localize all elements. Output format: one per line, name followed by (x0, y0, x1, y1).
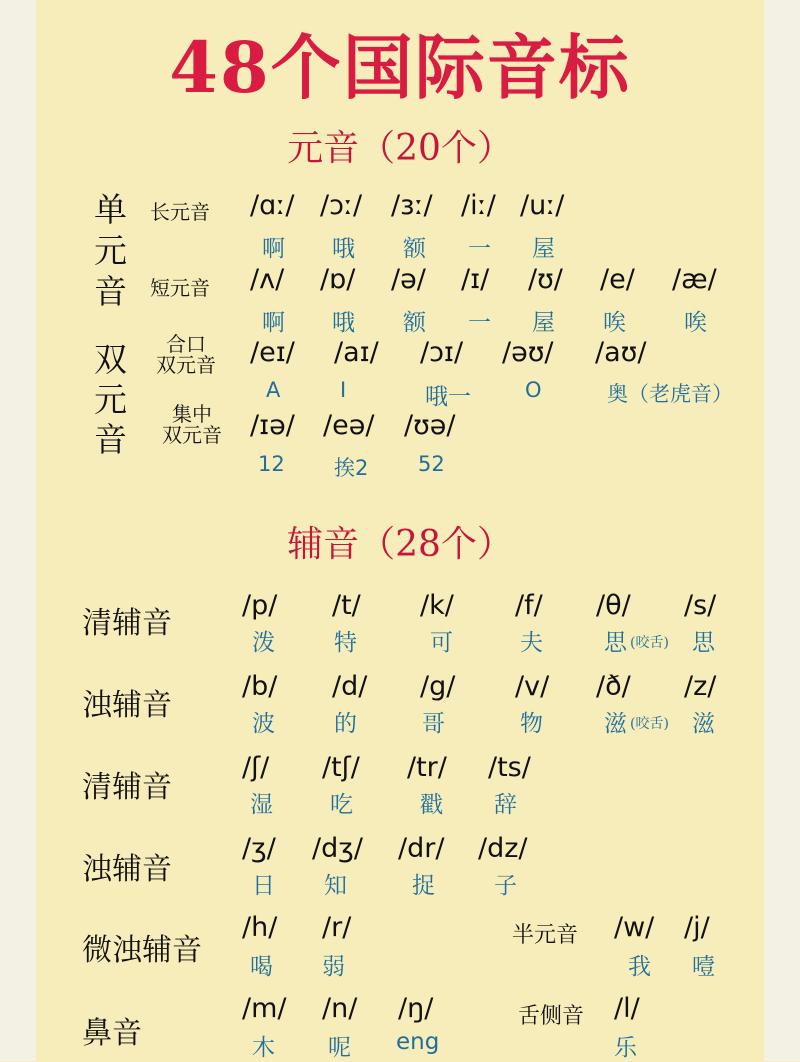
han: 滋 (692, 711, 715, 737)
ipa: /ʃ/ (242, 752, 270, 783)
ipa: /ŋ/ (398, 993, 434, 1024)
ipa: /ɔɪ/ (420, 337, 464, 368)
han: 特 (334, 630, 357, 656)
han: 物 (520, 711, 543, 737)
han: 我 (628, 954, 651, 980)
ipa: /j/ (684, 912, 710, 943)
ipa: /aɪ/ (334, 337, 379, 368)
ipa: /n/ (322, 993, 358, 1024)
ipa-oo: /ɔː/ (320, 190, 363, 221)
consonant-row-label: 清辅音 (82, 606, 172, 641)
page-title: 48个国际音标 (169, 26, 631, 109)
ipa: /eɪ/ (250, 337, 295, 368)
han: 思 (692, 630, 715, 656)
han: 滋 (604, 711, 627, 737)
consonant-row-label: 浊辅音 (82, 852, 172, 887)
ipa: /b/ (242, 671, 278, 702)
ipa: /s/ (684, 590, 717, 621)
han: 额 (403, 236, 426, 262)
han: 日 (252, 873, 275, 899)
han: A (266, 378, 281, 402)
di-label-1: 双 (94, 340, 127, 379)
han: 一 (468, 236, 491, 262)
centering-label-1: 集中 (172, 402, 212, 426)
ipa-er: /ɜː/ (391, 190, 433, 221)
short-vowel-label: 短元音 (150, 276, 210, 300)
ipa: /ʊə/ (404, 410, 456, 441)
ipa: /ɪə/ (250, 410, 295, 441)
ipa: /dr/ (398, 833, 445, 864)
han: 哦 (332, 236, 355, 262)
ipa-aa: /ɑː/ (250, 190, 295, 221)
closing-diphthong-label (150, 334, 222, 376)
ipa: /eə/ (323, 410, 375, 441)
consonant-row-label: 鼻音 (82, 1016, 142, 1051)
han: 的 (334, 711, 357, 737)
vowel-section-header: 元音（20个） (287, 128, 513, 169)
ipa: /ʊ/ (528, 264, 563, 295)
han: 哥 (422, 711, 445, 737)
han: 知 (324, 873, 347, 899)
mono-label-1: 单 (94, 190, 127, 229)
ipa-uu: /uː/ (520, 190, 565, 221)
ipa: /l/ (614, 993, 640, 1024)
ipa: /æ/ (672, 264, 717, 295)
han: 泼 (252, 630, 275, 656)
bite-tongue-note: (咬舌) (630, 716, 669, 732)
han: I (340, 378, 347, 402)
han: 弱 (322, 954, 345, 980)
ipa: /t/ (332, 590, 361, 621)
ipa: /θ/ (596, 590, 631, 621)
han: 啊 (262, 310, 285, 336)
mono-label-2: 元 (94, 231, 127, 270)
han: 一 (468, 310, 491, 336)
ipa: /ʌ/ (250, 264, 285, 295)
han: 吃 (330, 792, 353, 818)
han: 波 (252, 711, 275, 737)
han: 呢 (328, 1035, 351, 1061)
ipa: /z/ (684, 671, 717, 702)
semivowel-label: 半元音 (512, 923, 579, 948)
consonant-section-header: 辅音（28个） (287, 524, 513, 565)
han: 木 (252, 1035, 275, 1061)
ipa: /f/ (515, 590, 543, 621)
han: 额 (403, 310, 426, 336)
han: 啊 (262, 236, 285, 262)
bite-tongue-note: (咬舌) (630, 635, 669, 651)
ipa: /g/ (420, 671, 456, 702)
ipa: /ts/ (488, 752, 531, 783)
ipa: /ð/ (596, 671, 631, 702)
consonant-row-label: 微浊辅音 (82, 933, 202, 968)
han: 52 (418, 452, 445, 476)
han: 辞 (494, 792, 517, 818)
ipa: /r/ (322, 912, 352, 943)
han: 喝 (250, 954, 273, 980)
long-vowel-label: 长元音 (150, 200, 210, 224)
han: 可 (430, 630, 453, 656)
han: 湿 (250, 792, 273, 818)
ipa: /ɒ/ (320, 264, 356, 295)
han: 屋 (532, 310, 555, 336)
han: 挨2 (334, 456, 369, 480)
ipa: /m/ (242, 993, 287, 1024)
ipa: /tʃ/ (322, 752, 360, 783)
han: O (525, 378, 542, 402)
ipa: /h/ (242, 912, 278, 943)
han: 思 (604, 630, 627, 656)
ipa: /ʒ/ (242, 833, 276, 864)
ipa: /dʒ/ (312, 833, 363, 864)
closing-label-1: 合口 (166, 332, 206, 356)
han: 捉 (412, 873, 435, 899)
han: 夫 (520, 630, 543, 656)
centering-diphthong-label (152, 404, 232, 446)
han: 子 (494, 873, 517, 899)
ipa: /v/ (515, 671, 550, 702)
consonant-row-label: 浊辅音 (82, 688, 172, 723)
ipa: /əʊ/ (502, 337, 554, 368)
mono-label-3: 音 (94, 272, 127, 311)
han: 唉 (603, 310, 626, 336)
ipa: /tr/ (407, 752, 447, 783)
ipa: /e/ (600, 264, 635, 295)
consonant-row-label: 清辅音 (82, 770, 172, 805)
han: 哦 (332, 310, 355, 336)
ipa: /dz/ (478, 833, 528, 864)
han: 屋 (532, 236, 555, 262)
ipa: /ɪ/ (461, 264, 490, 295)
han: 乐 (614, 1035, 637, 1061)
han: 唉 (684, 310, 707, 336)
di-label-3: 音 (94, 420, 127, 459)
han: 奥（老虎音） (607, 382, 733, 406)
ipa-ii: /iː/ (461, 190, 496, 221)
han: eng (396, 1029, 440, 1055)
di-label-2: 元 (94, 380, 127, 419)
closing-label-2: 双元音 (156, 353, 216, 377)
ipa: /w/ (614, 912, 655, 943)
han: 噎 (692, 954, 715, 980)
ipa: /ə/ (391, 264, 426, 295)
han: 戳 (420, 792, 443, 818)
ipa: /p/ (242, 590, 278, 621)
centering-label-2: 双元音 (162, 423, 222, 447)
han: 哦一 (425, 384, 471, 410)
ipa: /aʊ/ (595, 337, 647, 368)
lateral-label: 舌侧音 (518, 1004, 585, 1029)
ipa: /d/ (332, 671, 368, 702)
han: 12 (258, 452, 285, 476)
ipa: /k/ (420, 590, 454, 621)
